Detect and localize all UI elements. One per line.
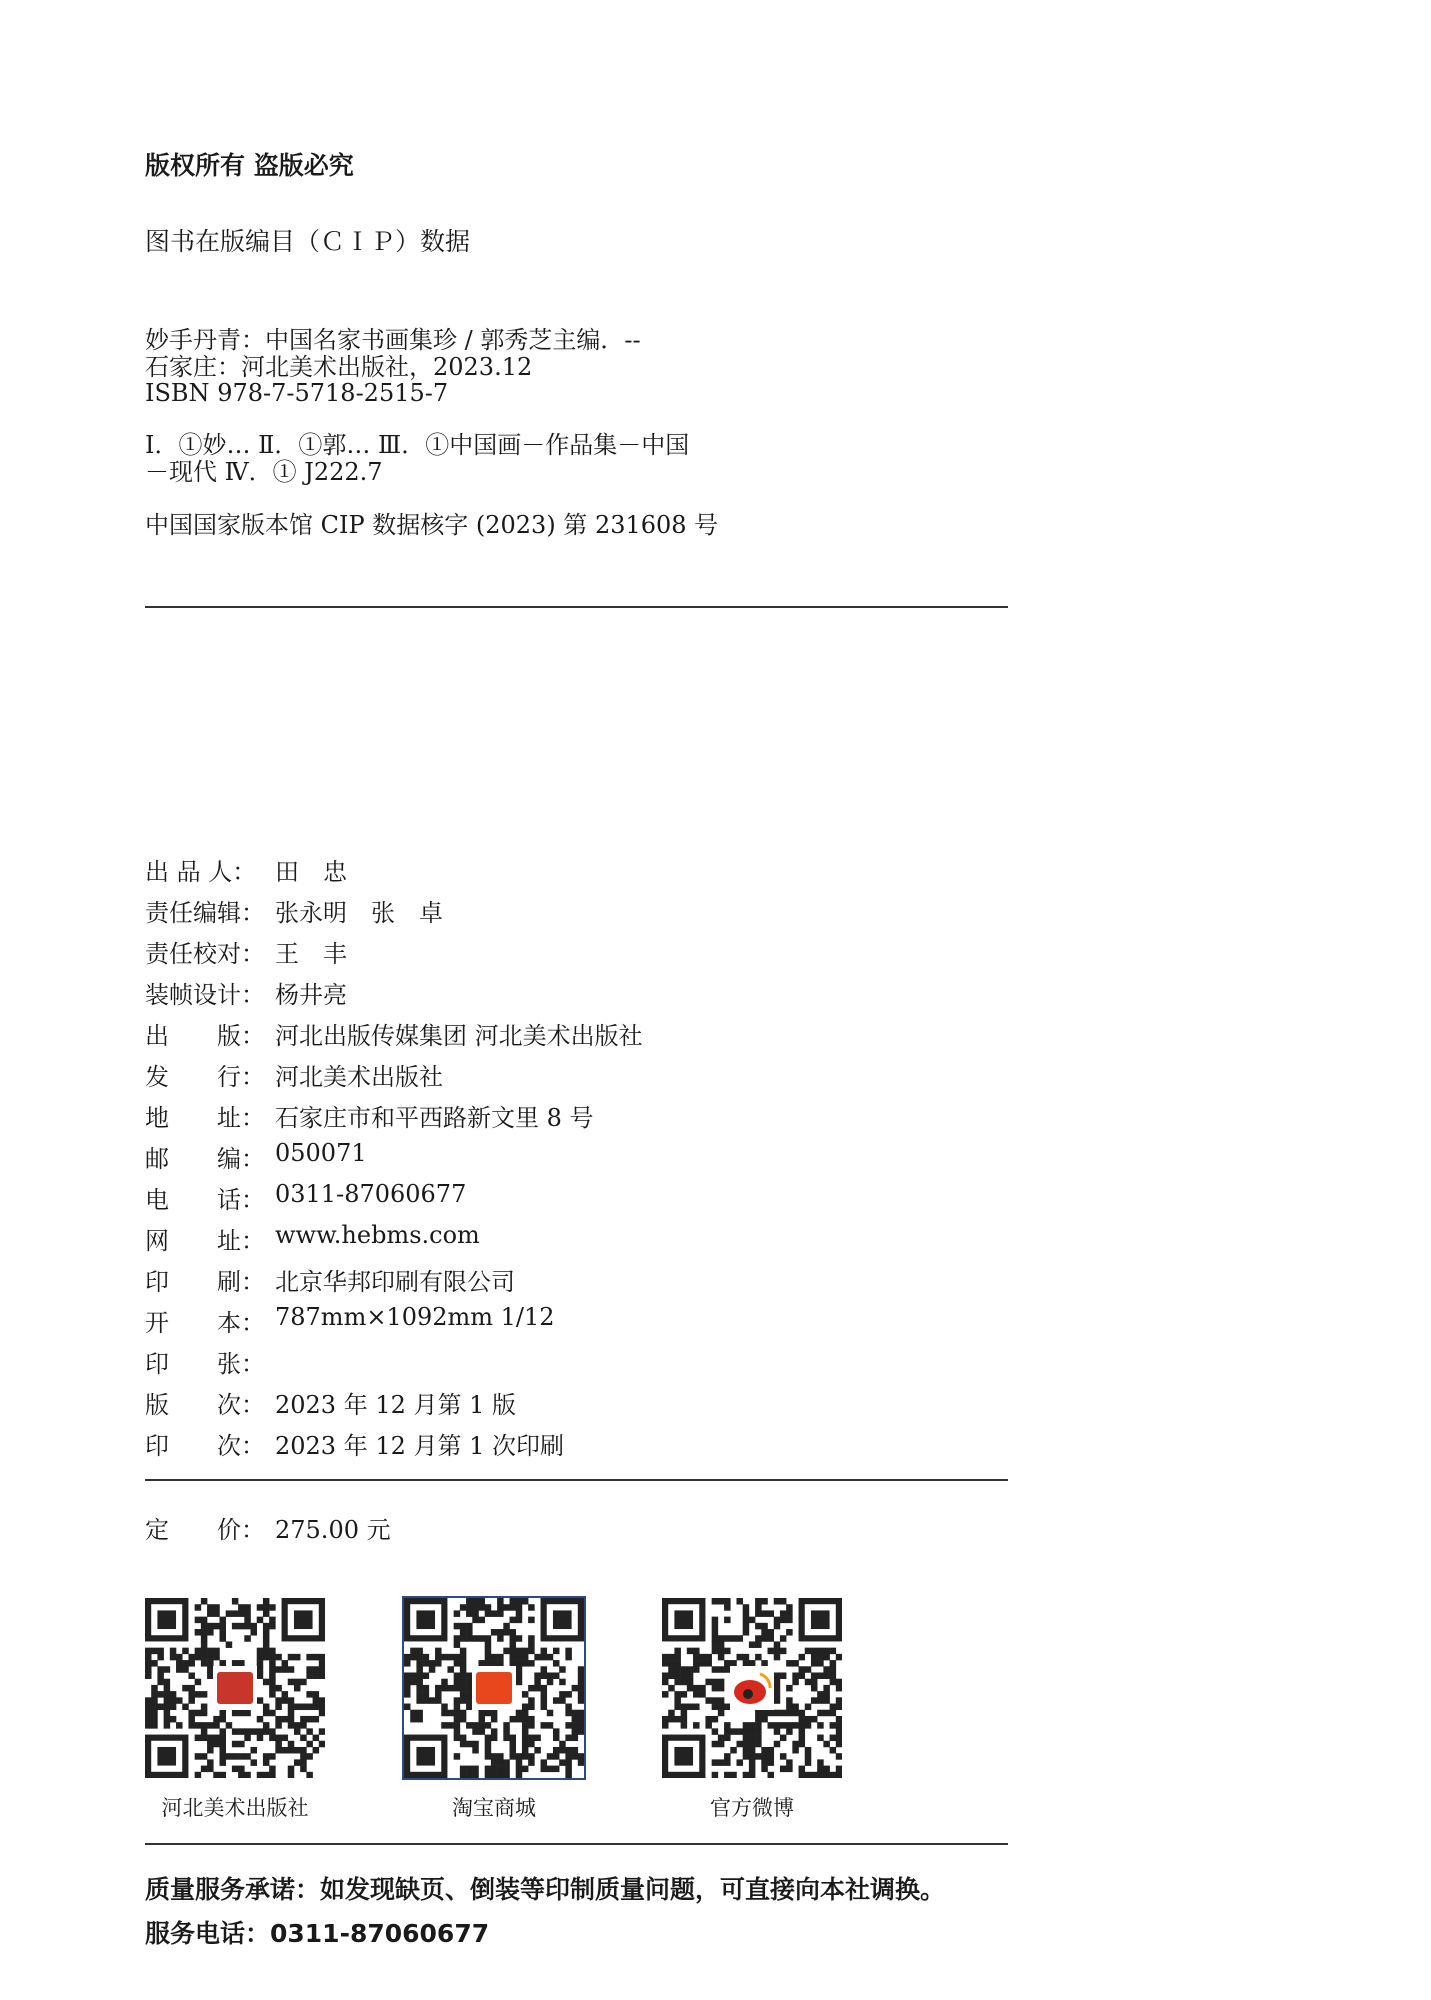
credit-label: 责任编辑： <box>145 899 265 927</box>
credit-value: www.hebms.com <box>275 1221 480 1249</box>
credit-row-address <box>145 1098 643 1139</box>
credit-label: 出 品 人： <box>145 858 257 886</box>
weibo-logo-icon <box>730 1666 774 1710</box>
credit-value: 石家庄市和平西路新文里 8 号 <box>275 1104 594 1132</box>
qr-code-weibo <box>662 1598 842 1778</box>
credit-label: 发 行： <box>145 1063 265 1091</box>
publisher-logo-icon <box>213 1666 257 1710</box>
cip-line-1: 妙手丹青：中国名家书画集珍 / 郭秀芝主编．-- <box>145 326 641 354</box>
credit-row-printer <box>145 1262 643 1303</box>
qr-code-publisher <box>145 1598 325 1778</box>
price-row <box>145 1510 391 1545</box>
cip-line-2: 石家庄：河北美术出版社，2023.12 <box>145 353 533 381</box>
qr-finder-pattern <box>148 1738 185 1775</box>
credit-row-sheets <box>145 1344 643 1385</box>
credit-value: 张永明 张 卓 <box>275 899 443 927</box>
credit-label: 邮 编： <box>145 1145 265 1173</box>
qr-caption-weibo: 官方微博 <box>710 1796 794 1820</box>
credit-label: 地 址： <box>145 1104 265 1132</box>
price-value: 275.00 元 <box>275 1516 391 1544</box>
cip-record-number: 中国国家版本馆 CIP 数据核字 (2023) 第 231608 号 <box>145 511 719 539</box>
qr-finder-pattern <box>665 1601 702 1638</box>
divider-footer <box>145 1843 1008 1845</box>
credit-value: 王 丰 <box>275 940 347 968</box>
credits-list <box>145 852 643 1467</box>
credit-value: 河北出版传媒集团 河北美术出版社 <box>275 1022 643 1050</box>
credit-row-format <box>145 1303 643 1344</box>
credit-label: 印 刷： <box>145 1268 265 1296</box>
credit-label: 装帧设计： <box>145 981 265 1009</box>
qr-finder-pattern <box>544 1601 581 1638</box>
credit-label: 电 话： <box>145 1186 265 1214</box>
credit-row-edition <box>145 1385 643 1426</box>
credit-row-website <box>145 1221 643 1262</box>
credit-value: 2023 年 12 月第 1 次印刷 <box>275 1432 565 1460</box>
credit-label: 出 版： <box>145 1022 265 1050</box>
qr-code-taobao <box>404 1598 584 1778</box>
credit-row-producer <box>145 852 643 893</box>
credit-label: 责任校对： <box>145 940 265 968</box>
quality-promise: 质量服务承诺：如发现缺页、倒装等印制质量问题，可直接向本社调换。 <box>145 1875 946 1904</box>
cip-isbn: ISBN 978-7-5718-2515-7 <box>145 379 449 407</box>
qr-finder-pattern <box>802 1601 839 1638</box>
credit-value: 787mm×1092mm 1/12 <box>275 1303 555 1331</box>
credit-row-designer <box>145 975 643 1016</box>
credit-row-publisher <box>145 1016 643 1057</box>
qr-finder-pattern <box>148 1601 185 1638</box>
credit-label: 印 张： <box>145 1350 265 1378</box>
price-label: 定 价： <box>145 1516 265 1544</box>
credit-label: 版 次： <box>145 1391 265 1419</box>
credit-value: 050071 <box>275 1139 367 1167</box>
credit-value: 田 忠 <box>275 858 347 886</box>
divider-credits <box>145 1479 1008 1481</box>
service-phone: 服务电话：0311-87060677 <box>145 1919 490 1948</box>
qr-finder-pattern <box>407 1601 444 1638</box>
credit-row-proofreader <box>145 934 643 975</box>
qr-finder-pattern <box>665 1738 702 1775</box>
credit-value: 河北美术出版社 <box>275 1063 443 1091</box>
credit-label: 印 次： <box>145 1432 265 1460</box>
credit-row-printing <box>145 1426 643 1467</box>
credit-value: 0311-87060677 <box>275 1180 467 1208</box>
divider-cip <box>145 606 1008 608</box>
cip-heading: 图书在版编目（ＣＩＰ）数据 <box>145 227 471 256</box>
cip-line-5: －现代 Ⅳ．① J222.7 <box>145 458 383 486</box>
credit-row-editor <box>145 893 643 934</box>
credit-label: 网 址： <box>145 1227 265 1255</box>
qr-finder-pattern <box>285 1601 322 1638</box>
credit-value: 北京华邦印刷有限公司 <box>275 1268 515 1296</box>
qr-caption-taobao: 淘宝商城 <box>452 1796 536 1820</box>
qr-caption-publisher: 河北美术出版社 <box>161 1796 309 1820</box>
credit-value: 杨井亮 <box>275 981 347 1009</box>
credit-label: 开 本： <box>145 1309 265 1337</box>
credit-row-phone <box>145 1180 643 1221</box>
copyright-notice: 版权所有 盗版必究 <box>145 151 354 180</box>
credit-row-distributor <box>145 1057 643 1098</box>
cip-line-4: Ⅰ．①妙… Ⅱ．①郭… Ⅲ．①中国画－作品集－中国 <box>145 431 690 459</box>
taobao-logo-icon <box>472 1666 516 1710</box>
credit-row-postcode <box>145 1139 643 1180</box>
qr-finder-pattern <box>407 1738 444 1775</box>
credit-value: 2023 年 12 月第 1 版 <box>275 1391 517 1419</box>
